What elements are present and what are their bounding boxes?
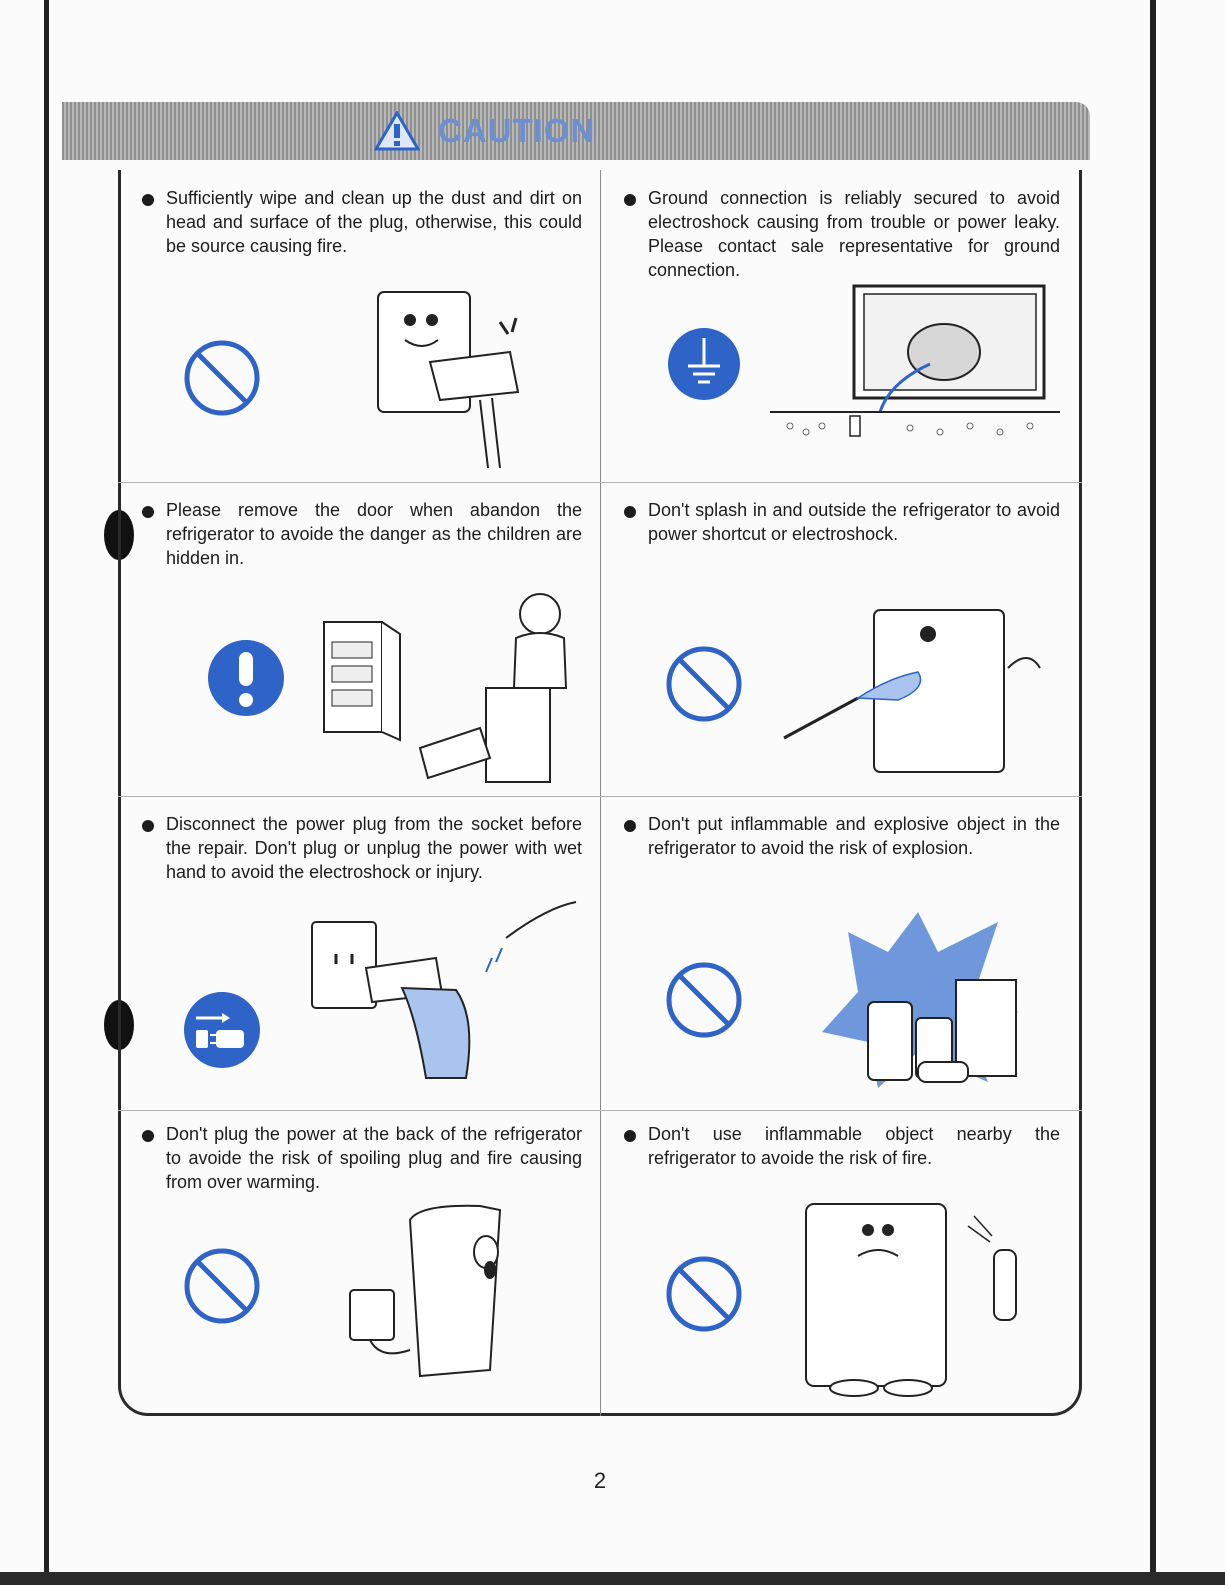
bullet: [142, 506, 154, 518]
scan-edge-bottom: [0, 1572, 1225, 1585]
exclamation-icon: [206, 638, 286, 718]
item-text: Disconnect the power plug from the socket before the repair. Don't plug or unplug the power with wet hand to avoid the electroshock or injury.: [166, 814, 582, 882]
banner-title: [374, 111, 595, 151]
column-divider: [600, 170, 601, 1416]
caution-title: CAUTION: [438, 112, 596, 149]
warning-triangle-icon: [374, 111, 420, 151]
item-text: Please remove the door when abandon the refrigerator to avoide the danger as the children are hidden in.: [166, 500, 582, 568]
bullet: [624, 506, 636, 518]
item-text: Sufficiently wipe and clean up the dust and dirt on head and surface of the plug, otherwise, this could be source causing fire.: [166, 188, 582, 256]
row-divider: [118, 1110, 1082, 1111]
prohibition-icon: [664, 960, 744, 1040]
caution-item: [140, 186, 590, 476]
fridge-spray-illustration: [798, 1196, 1038, 1402]
item-text: Don't use inflammable object nearby the refrigerator to avoide the risk of fire.: [648, 1124, 1060, 1168]
wet-hand-plug-illustration: [306, 898, 582, 1098]
prohibition-icon: [664, 1254, 744, 1334]
caution-item: [622, 498, 1072, 790]
caution-item: [622, 1122, 1072, 1412]
bullet: [142, 820, 154, 832]
item-text: Don't put inflammable and explosive object in the refrigerator to avoid the risk of explosion.: [648, 814, 1060, 858]
fridge-back-plug-illustration: [340, 1200, 560, 1380]
abandoned-fridge-illustration: [320, 578, 590, 790]
scan-edge-right: [1150, 0, 1156, 1585]
scan-edge-left: [44, 0, 49, 1585]
caution-banner: [62, 102, 1090, 160]
explosive-objects-illustration: [818, 912, 1028, 1092]
item-text: Don't splash in and outside the refrigerator to avoid power shortcut or electroshock.: [648, 500, 1060, 544]
bullet: [624, 194, 636, 206]
prohibition-icon: [182, 338, 262, 418]
unplug-icon: [182, 990, 262, 1070]
ground-icon: [666, 326, 742, 402]
caution-item: [140, 1122, 590, 1412]
page-number: 2: [593, 1468, 607, 1493]
prohibition-icon: [664, 644, 744, 724]
item-text: Don't plug the power at the back of the refrigerator to avoide the risk of spoiling plug and fire causing from over warming.: [166, 1124, 582, 1192]
caution-item: [622, 812, 1072, 1104]
dusty-plug-illustration: [360, 282, 540, 468]
bullet: [142, 194, 154, 206]
water-splash-illustration: [778, 588, 1054, 778]
ground-wire-illustration: [770, 282, 1060, 468]
caution-item: [140, 812, 590, 1104]
bullet: [624, 1130, 636, 1142]
bullet: [142, 1130, 154, 1142]
bullet: [624, 820, 636, 832]
item-text: Ground connection is reliably secured to avoid electroshock causing from trouble or power leaky. Please contact sale representative for ground connection.: [648, 188, 1060, 280]
caution-item: [622, 186, 1072, 476]
row-divider: [118, 796, 1082, 797]
prohibition-icon: [182, 1246, 262, 1326]
row-divider: [118, 482, 1082, 483]
caution-item: [140, 498, 590, 790]
